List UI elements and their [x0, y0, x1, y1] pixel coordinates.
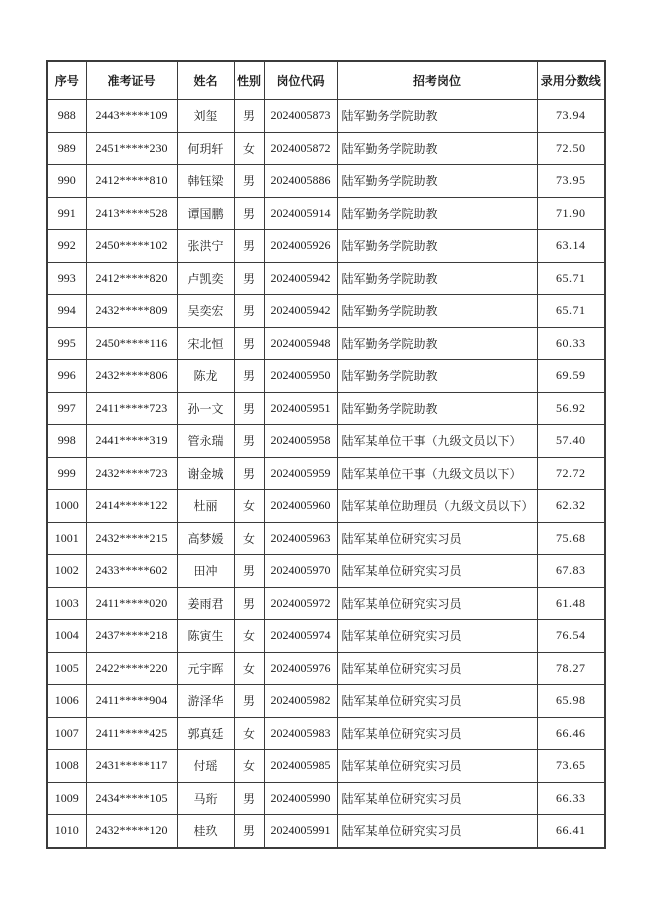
table-row [47, 425, 605, 458]
cell-ticket: 2434*****105 [86, 782, 177, 815]
cell-name: 杜丽 [177, 490, 234, 523]
cell-code: 2024005948 [264, 327, 337, 360]
cell-no: 1003 [47, 587, 86, 620]
table-row [47, 555, 605, 588]
table-row [47, 360, 605, 393]
cell-gender: 女 [234, 652, 264, 685]
cell-gender: 男 [234, 685, 264, 718]
cell-no: 989 [47, 132, 86, 165]
cell-name: 姜雨君 [177, 587, 234, 620]
cell-code: 2024005886 [264, 165, 337, 198]
cell-code: 2024005972 [264, 587, 337, 620]
table-row [47, 782, 605, 815]
cell-position: 陆军某单位干事（九级文员以下） [337, 457, 537, 490]
cell-name: 谭国鹏 [177, 197, 234, 230]
cell-score: 67.83 [537, 555, 605, 588]
cell-code: 2024005951 [264, 392, 337, 425]
cell-position: 陆军某单位研究实习员 [337, 555, 537, 588]
table-row [47, 457, 605, 490]
cell-name: 刘玺 [177, 100, 234, 133]
cell-name: 郭真廷 [177, 717, 234, 750]
table-row [47, 717, 605, 750]
table-header-row [47, 61, 605, 100]
cell-no: 1002 [47, 555, 86, 588]
cell-position: 陆军某单位干事（九级文员以下） [337, 425, 537, 458]
cell-score: 78.27 [537, 652, 605, 685]
cell-no: 991 [47, 197, 86, 230]
cell-score: 66.33 [537, 782, 605, 815]
table-row [47, 750, 605, 783]
cell-code: 2024005960 [264, 490, 337, 523]
cell-score: 72.50 [537, 132, 605, 165]
table-row [47, 620, 605, 653]
cell-name: 吴奕宏 [177, 295, 234, 328]
cell-position: 陆军勤务学院助教 [337, 100, 537, 133]
cell-ticket: 2433*****602 [86, 555, 177, 588]
cell-score: 60.33 [537, 327, 605, 360]
cell-ticket: 2411*****723 [86, 392, 177, 425]
cell-score: 76.54 [537, 620, 605, 653]
table-row [47, 392, 605, 425]
cell-name: 高梦媛 [177, 522, 234, 555]
cell-gender: 女 [234, 620, 264, 653]
cell-position: 陆军某单位研究实习员 [337, 587, 537, 620]
cell-ticket: 2432*****809 [86, 295, 177, 328]
cell-gender: 女 [234, 132, 264, 165]
cell-no: 992 [47, 230, 86, 263]
cell-no: 1007 [47, 717, 86, 750]
table-row [47, 197, 605, 230]
cell-ticket: 2411*****425 [86, 717, 177, 750]
table-body [47, 100, 605, 848]
table-row [47, 490, 605, 523]
table-row [47, 815, 605, 848]
column-header-admission-score-line: 录用分数线 [537, 61, 605, 100]
cell-no: 997 [47, 392, 86, 425]
column-header-ticket-number: 准考证号 [86, 61, 177, 100]
table-row [47, 230, 605, 263]
cell-code: 2024005958 [264, 425, 337, 458]
cell-position: 陆军某单位研究实习员 [337, 685, 537, 718]
column-header-position-code: 岗位代码 [264, 61, 337, 100]
cell-score: 73.65 [537, 750, 605, 783]
cell-name: 孙一文 [177, 392, 234, 425]
cell-no: 1009 [47, 782, 86, 815]
cell-gender: 男 [234, 425, 264, 458]
column-header-name: 姓名 [177, 61, 234, 100]
cell-name: 陈寅生 [177, 620, 234, 653]
cell-score: 72.72 [537, 457, 605, 490]
cell-no: 995 [47, 327, 86, 360]
cell-gender: 男 [234, 555, 264, 588]
cell-position: 陆军某单位助理员（九级文员以下） [337, 490, 537, 523]
table-row [47, 165, 605, 198]
cell-gender: 男 [234, 782, 264, 815]
cell-ticket: 2441*****319 [86, 425, 177, 458]
cell-ticket: 2450*****116 [86, 327, 177, 360]
cell-no: 1005 [47, 652, 86, 685]
cell-position: 陆军某单位研究实习员 [337, 652, 537, 685]
cell-name: 谢金城 [177, 457, 234, 490]
cell-ticket: 2450*****102 [86, 230, 177, 263]
cell-code: 2024005974 [264, 620, 337, 653]
table-row [47, 327, 605, 360]
cell-no: 988 [47, 100, 86, 133]
table-row [47, 685, 605, 718]
cell-position: 陆军某单位研究实习员 [337, 815, 537, 848]
cell-position: 陆军勤务学院助教 [337, 327, 537, 360]
cell-gender: 男 [234, 100, 264, 133]
table-row [47, 587, 605, 620]
cell-code: 2024005991 [264, 815, 337, 848]
cell-no: 996 [47, 360, 86, 393]
table-row [47, 522, 605, 555]
cell-gender: 男 [234, 815, 264, 848]
column-header-gender: 性别 [234, 61, 264, 100]
cell-score: 57.40 [537, 425, 605, 458]
cell-name: 卢凯奕 [177, 262, 234, 295]
cell-name: 张洪宁 [177, 230, 234, 263]
cell-code: 2024005976 [264, 652, 337, 685]
cell-code: 2024005873 [264, 100, 337, 133]
cell-gender: 女 [234, 717, 264, 750]
cell-no: 1001 [47, 522, 86, 555]
cell-score: 66.46 [537, 717, 605, 750]
cell-name: 陈龙 [177, 360, 234, 393]
cell-code: 2024005985 [264, 750, 337, 783]
cell-score: 61.48 [537, 587, 605, 620]
cell-ticket: 2431*****117 [86, 750, 177, 783]
cell-no: 994 [47, 295, 86, 328]
cell-no: 1006 [47, 685, 86, 718]
cell-gender: 男 [234, 230, 264, 263]
cell-ticket: 2443*****109 [86, 100, 177, 133]
table-row [47, 262, 605, 295]
cell-position: 陆军某单位研究实习员 [337, 717, 537, 750]
cell-position: 陆军勤务学院助教 [337, 132, 537, 165]
cell-gender: 男 [234, 197, 264, 230]
cell-no: 1010 [47, 815, 86, 848]
cell-score: 65.98 [537, 685, 605, 718]
cell-no: 998 [47, 425, 86, 458]
cell-ticket: 2412*****820 [86, 262, 177, 295]
cell-no: 993 [47, 262, 86, 295]
cell-position: 陆军勤务学院助教 [337, 230, 537, 263]
cell-gender: 男 [234, 587, 264, 620]
cell-name: 管永瑞 [177, 425, 234, 458]
cell-code: 2024005982 [264, 685, 337, 718]
cell-score: 65.71 [537, 262, 605, 295]
cell-score: 73.95 [537, 165, 605, 198]
cell-ticket: 2411*****020 [86, 587, 177, 620]
cell-no: 999 [47, 457, 86, 490]
cell-code: 2024005942 [264, 295, 337, 328]
cell-score: 71.90 [537, 197, 605, 230]
cell-name: 宋北恒 [177, 327, 234, 360]
cell-gender: 女 [234, 750, 264, 783]
admission-score-table [46, 60, 606, 849]
cell-gender: 男 [234, 392, 264, 425]
cell-position: 陆军勤务学院助教 [337, 360, 537, 393]
cell-ticket: 2451*****230 [86, 132, 177, 165]
cell-position: 陆军勤务学院助教 [337, 392, 537, 425]
cell-code: 2024005963 [264, 522, 337, 555]
cell-gender: 男 [234, 360, 264, 393]
cell-name: 田冲 [177, 555, 234, 588]
cell-code: 2024005983 [264, 717, 337, 750]
cell-gender: 男 [234, 295, 264, 328]
cell-gender: 男 [234, 327, 264, 360]
cell-name: 韩钰梁 [177, 165, 234, 198]
cell-name: 马珩 [177, 782, 234, 815]
cell-name: 何玥轩 [177, 132, 234, 165]
cell-gender: 男 [234, 457, 264, 490]
cell-name: 元宇晖 [177, 652, 234, 685]
cell-score: 73.94 [537, 100, 605, 133]
cell-ticket: 2432*****723 [86, 457, 177, 490]
cell-score: 66.41 [537, 815, 605, 848]
cell-code: 2024005872 [264, 132, 337, 165]
cell-score: 63.14 [537, 230, 605, 263]
cell-code: 2024005990 [264, 782, 337, 815]
cell-ticket: 2414*****122 [86, 490, 177, 523]
cell-gender: 男 [234, 262, 264, 295]
cell-no: 1000 [47, 490, 86, 523]
table-row [47, 132, 605, 165]
cell-position: 陆军某单位研究实习员 [337, 782, 537, 815]
cell-position: 陆军勤务学院助教 [337, 262, 537, 295]
cell-ticket: 2413*****528 [86, 197, 177, 230]
cell-code: 2024005959 [264, 457, 337, 490]
cell-ticket: 2432*****806 [86, 360, 177, 393]
cell-score: 56.92 [537, 392, 605, 425]
cell-position: 陆军某单位研究实习员 [337, 620, 537, 653]
column-header-recruitment-position: 招考岗位 [337, 61, 537, 100]
cell-code: 2024005970 [264, 555, 337, 588]
cell-code: 2024005914 [264, 197, 337, 230]
cell-code: 2024005950 [264, 360, 337, 393]
cell-ticket: 2432*****120 [86, 815, 177, 848]
cell-gender: 男 [234, 165, 264, 198]
cell-no: 1008 [47, 750, 86, 783]
cell-no: 990 [47, 165, 86, 198]
cell-name: 桂玖 [177, 815, 234, 848]
cell-ticket: 2412*****810 [86, 165, 177, 198]
cell-ticket: 2422*****220 [86, 652, 177, 685]
cell-position: 陆军勤务学院助教 [337, 197, 537, 230]
cell-name: 游泽华 [177, 685, 234, 718]
cell-code: 2024005942 [264, 262, 337, 295]
cell-gender: 女 [234, 522, 264, 555]
cell-score: 62.32 [537, 490, 605, 523]
table-row [47, 100, 605, 133]
cell-ticket: 2411*****904 [86, 685, 177, 718]
cell-ticket: 2437*****218 [86, 620, 177, 653]
cell-gender: 女 [234, 490, 264, 523]
cell-no: 1004 [47, 620, 86, 653]
table-row [47, 295, 605, 328]
cell-ticket: 2432*****215 [86, 522, 177, 555]
cell-position: 陆军某单位研究实习员 [337, 750, 537, 783]
column-header-serial-number: 序号 [47, 61, 86, 100]
cell-position: 陆军勤务学院助教 [337, 165, 537, 198]
cell-score: 75.68 [537, 522, 605, 555]
cell-position: 陆军某单位研究实习员 [337, 522, 537, 555]
cell-code: 2024005926 [264, 230, 337, 263]
cell-name: 付瑶 [177, 750, 234, 783]
cell-position: 陆军勤务学院助教 [337, 295, 537, 328]
cell-score: 65.71 [537, 295, 605, 328]
cell-score: 69.59 [537, 360, 605, 393]
table-row [47, 652, 605, 685]
